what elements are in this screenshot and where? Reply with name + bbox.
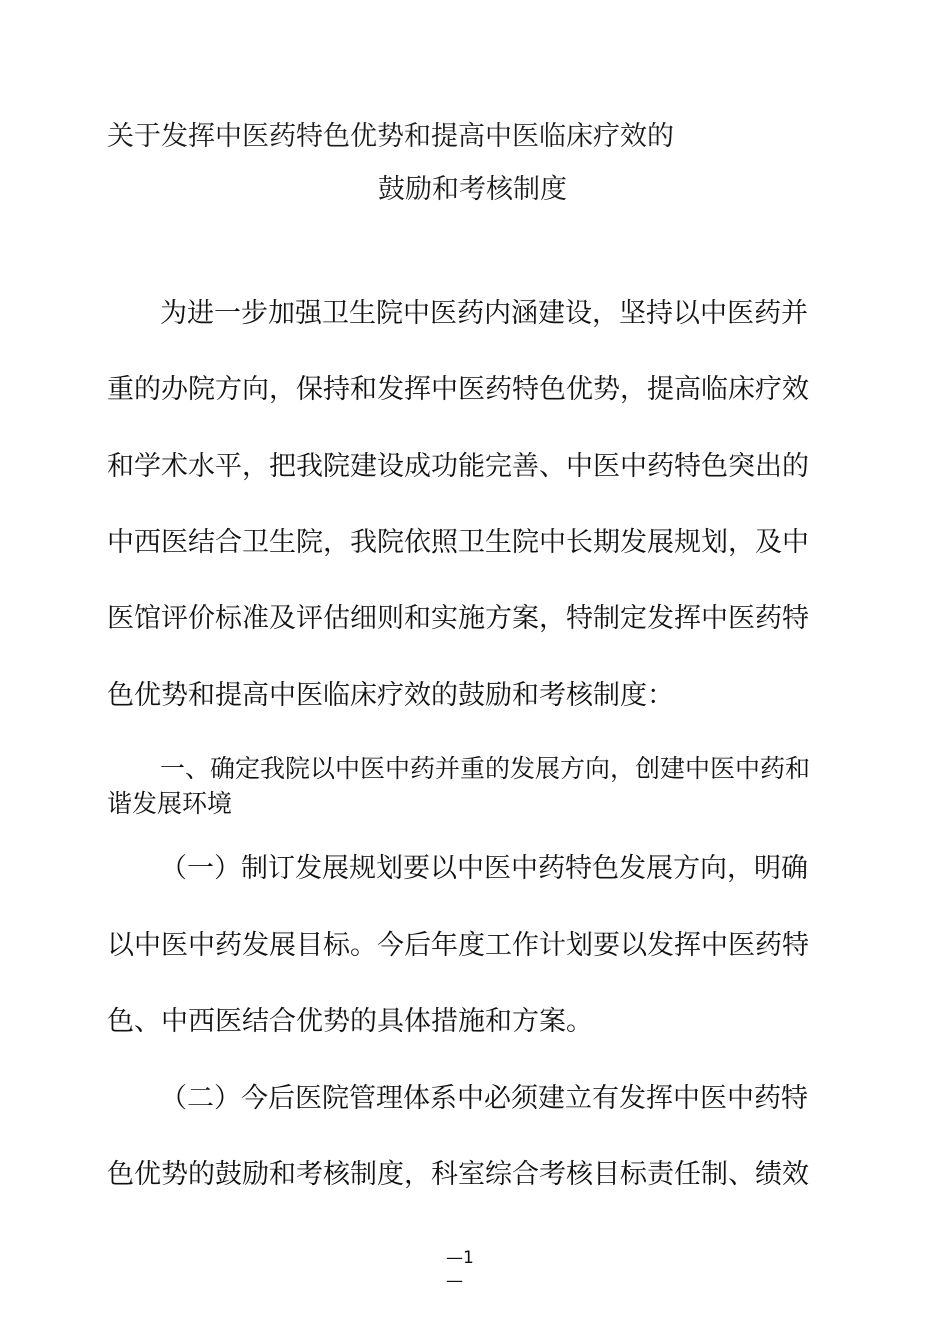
item2-line-1: （二）今后医院管理体系中必须建立有发挥中医中药特 <box>160 1083 808 1114</box>
item1-line-2: 以中医中药发展目标。今后年度工作计划要以发挥中医药特 <box>107 930 809 961</box>
page-number-dash: — <box>446 1271 463 1291</box>
document-title-line-2: 鼓励和考核制度 <box>378 174 567 205</box>
intro-line-1: 为进一步加强卫生院中医药内涵建设，坚持以中医药并 <box>160 298 808 329</box>
item1-line-1: （一）制订发展规划要以中医中药特色发展方向，明确 <box>160 853 808 884</box>
page-number: —1 <box>446 1248 474 1268</box>
intro-line-5: 医馆评价标准及评估细则和实施方案，特制定发挥中医药特 <box>107 603 809 634</box>
intro-line-4: 中西医结合卫生院，我院依照卫生院中长期发展规划，及中 <box>107 527 809 558</box>
intro-line-2: 重的办院方向，保持和发挥中医药特色优势，提高临床疗效 <box>107 374 809 405</box>
item2-line-2: 色优势的鼓励和考核制度，科室综合考核目标责任制、绩效 <box>107 1159 809 1190</box>
item1-line-3: 色、中西医结合优势的具体措施和方案。 <box>107 1006 593 1037</box>
section-heading-line-1: 一、确定我院以中医中药并重的发展方向，创建中医中药和 <box>160 754 811 783</box>
document-title-line-1: 关于发挥中医药特色优势和提高中医临床疗效的 <box>107 121 674 152</box>
section-heading-line-2: 谐发展环境 <box>107 789 233 818</box>
intro-line-6: 色优势和提高中医临床疗效的鼓励和考核制度： <box>107 680 674 711</box>
intro-line-3: 和学术水平，把我院建设成功能完善、中医中药特色突出的 <box>107 451 809 482</box>
